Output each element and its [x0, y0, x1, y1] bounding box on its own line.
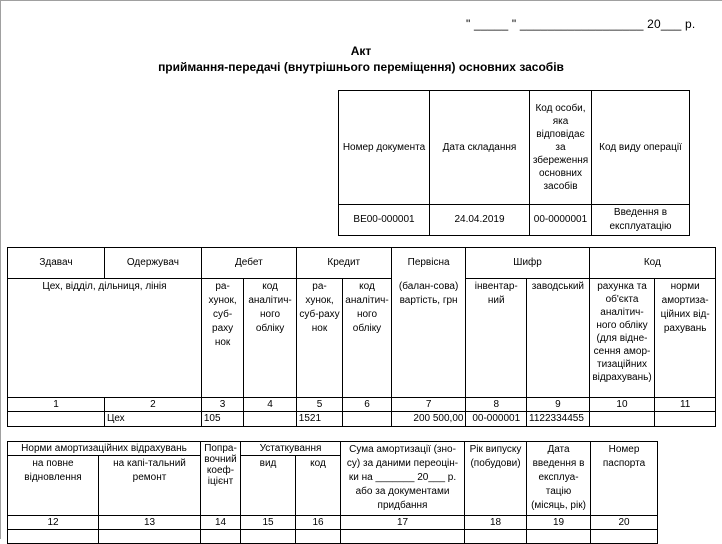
cell-empty [589, 412, 655, 427]
col-number: 10 [589, 398, 655, 412]
operation-code-header: Код виду операції [592, 91, 690, 205]
kod-header: Код [589, 248, 715, 279]
zavodskyi-header: заводський [527, 279, 590, 398]
col-number: 17 [341, 516, 465, 530]
col-number: 12 [8, 516, 99, 530]
depr-column-numbers-row [8, 516, 658, 530]
col-number: 19 [527, 516, 591, 530]
depreciation-table [7, 441, 658, 544]
cell-empty [244, 412, 297, 427]
doc-info-value-row [339, 205, 690, 236]
col-number: 3 [201, 398, 243, 412]
depr-data-row [8, 530, 658, 544]
pervisna-header: Первісна [391, 248, 466, 279]
cell-empty [241, 530, 296, 544]
debet-rakhunok-header: ра-хунок, суб-раху нок [201, 279, 243, 398]
nomer-pasporta-header: Номер паспорта [591, 442, 658, 516]
col-number: 14 [201, 516, 241, 530]
vyd-header: вид [241, 456, 296, 516]
cell-empty [591, 530, 658, 544]
shyfr-header: Шифр [466, 248, 589, 279]
vartist-header: (балан-сова) вартість, грн [391, 279, 466, 398]
cell-empty [343, 412, 391, 427]
cell-empty [201, 530, 241, 544]
date-line: " _____ " __________________ 20___ р. [466, 17, 696, 31]
cell-empty [527, 530, 591, 544]
main-header-row-1 [8, 248, 716, 279]
cell-empty [8, 530, 99, 544]
col-number: 15 [241, 516, 296, 530]
frame-left-border [0, 0, 1, 539]
doc-date-header: Дата складання [430, 91, 530, 205]
oderzhuvach-header: Одержувач [104, 248, 201, 279]
inventarnyi-header: інвентар-ний [466, 279, 527, 398]
cell-empty [655, 412, 716, 427]
na-kapitalnyi-header: на капі-тальний ремонт [99, 456, 201, 516]
normy-amortyzatsii-header: Норми амортизаційних відрахувань [8, 442, 201, 456]
inventory-number: 00-000001 [466, 412, 527, 427]
main-header-row-2 [8, 279, 716, 398]
operation-code-value: Введення в експлуатацію [592, 205, 690, 236]
doc-info-header-row [339, 91, 690, 205]
debet-account: 105 [201, 412, 243, 427]
rik-vypusku-header: Рік випуску (побудови) [465, 442, 527, 516]
factory-number: 1122334455 [527, 412, 590, 427]
col-number: 4 [244, 398, 297, 412]
main-column-numbers-row [8, 398, 716, 412]
data-vvedennia-header: Дата введення в експлуа-тацію (місяць, рік) [527, 442, 591, 516]
cell-empty [341, 530, 465, 544]
kod-ustatkuvannia-header: код [296, 456, 341, 516]
kredyt-header: Кредит [296, 248, 391, 279]
col-number: 16 [296, 516, 341, 530]
cell-empty [465, 530, 527, 544]
debet-kod-analit-header: код аналітич-ного обліку [244, 279, 297, 398]
cell-empty [99, 530, 201, 544]
debet-header: Дебет [201, 248, 296, 279]
zdavach-header: Здавач [8, 248, 105, 279]
recipient-department: Цех [104, 412, 201, 427]
popravochnyi-header: Попра-вочний коеф-іцієнт [201, 442, 241, 516]
col-number: 9 [527, 398, 590, 412]
col-number: 1 [8, 398, 105, 412]
rakhunka-header: рахунка та об'єкта аналітич-ного обліку (для відне-сення амор-тизаційних відрахувань) [589, 279, 655, 398]
col-number: 11 [655, 398, 716, 412]
doc-date-value: 24.04.2019 [430, 205, 530, 236]
normy-header: норми амортиза-ційних від-рахувань [655, 279, 716, 398]
doc-number-header: Номер документа [339, 91, 430, 205]
main-assets-table [7, 247, 716, 427]
ustatkuvannia-header: Устаткування [241, 442, 341, 456]
kredyt-account: 1521 [296, 412, 342, 427]
depr-header-row-1 [8, 442, 658, 456]
frame-top-border [0, 0, 722, 1]
col-number: 13 [99, 516, 201, 530]
na-povne-header: на повне відновлення [8, 456, 99, 516]
col-number: 8 [466, 398, 527, 412]
doc-info-table [338, 90, 690, 236]
main-data-row [8, 412, 716, 427]
document-title: Акт [350, 44, 372, 58]
col-number: 20 [591, 516, 658, 530]
doc-number-value: ВЕ00-000001 [339, 205, 430, 236]
responsible-code-header: Код особи, яка відповідає за збереження основних засобів [530, 91, 592, 205]
kredyt-rakhunok-header: ра-хунок, суб-раху нок [296, 279, 342, 398]
initial-cost: 200 500,00 [391, 412, 466, 427]
cell-empty [296, 530, 341, 544]
col-number: 5 [296, 398, 342, 412]
col-number: 2 [104, 398, 201, 412]
col-number: 6 [343, 398, 391, 412]
kredyt-kod-analit-header: код аналітич-ного обліку [343, 279, 391, 398]
responsible-code-value: 00-0000001 [530, 205, 592, 236]
col-number: 7 [391, 398, 466, 412]
suma-amortyzatsii-header: Сума амортизації (зно-су) за даними переоцін-ки на _______ 20___ р. або за документами придбання [341, 442, 465, 516]
tsekh-header: Цех, відділ, дільниця, лінія [8, 279, 202, 398]
col-number: 18 [465, 516, 527, 530]
cell-empty [8, 412, 105, 427]
document-subtitle: приймання-передачі (внутрішнього переміщення) основних засобів [158, 60, 564, 74]
